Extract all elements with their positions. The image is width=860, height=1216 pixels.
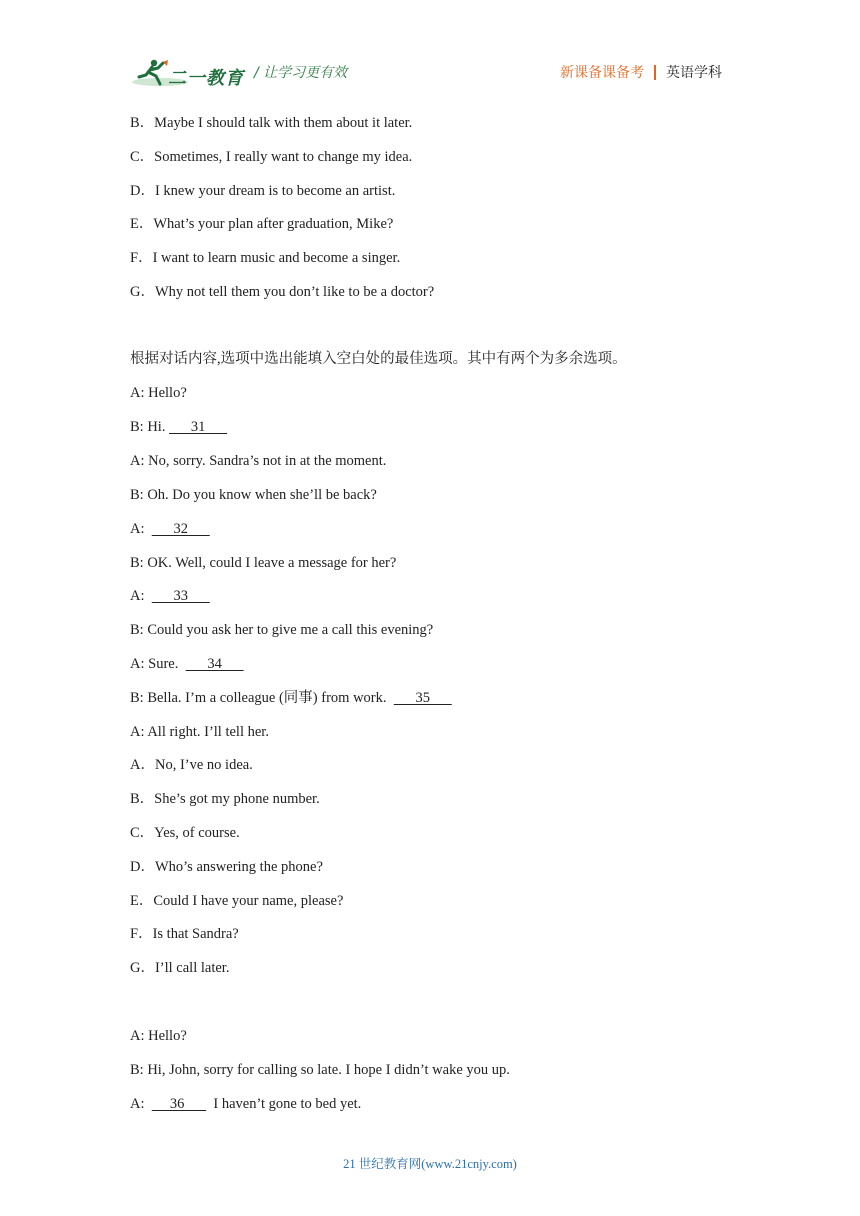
- option-item: E．Could I have your name, please?: [130, 893, 344, 909]
- dialogue-line: B: Hi. 31: [130, 419, 228, 435]
- answer-blank: 33: [151, 588, 210, 604]
- dialogue-line: B: OK. Well, could I leave a message for her?: [130, 555, 397, 571]
- option-item: D．Who’s answering the phone?: [130, 859, 323, 875]
- header-right: [560, 62, 722, 82]
- dialogue-line: A: Hello?: [130, 1028, 187, 1044]
- dialogue-line: A: 33: [130, 588, 210, 604]
- dialogue-line: A: 32: [130, 521, 210, 537]
- header-left-label: 新课备课备考: [560, 65, 644, 81]
- instruction-text: 根据对话内容,选项中选出能填入空白处的最佳选项。其中有两个为多余选项。: [130, 351, 627, 367]
- dialogue-line: A: All right. I’ll tell her.: [130, 724, 269, 740]
- option-item: G．I’ll call later.: [130, 960, 230, 976]
- answer-blank: 36: [151, 1096, 207, 1112]
- header-divider: [654, 65, 656, 80]
- answer-blank: 31: [169, 419, 228, 435]
- dialogue-line: A: Sure. 34: [130, 656, 244, 672]
- option-item: C．Sometimes, I really want to change my idea.: [130, 149, 413, 165]
- dialogue-line: A: Hello?: [130, 385, 187, 401]
- option-item: B．Maybe I should talk with them about it later.: [130, 115, 413, 131]
- option-item: A．No, I’ve no idea.: [130, 757, 253, 773]
- option-item: G．Why not tell them you don’t like to be a doctor?: [130, 284, 435, 300]
- option-item: E．What’s your plan after graduation, Mike?: [130, 216, 394, 232]
- dialogue-line: B: Hi, John, sorry for calling so late. I hope I didn’t wake you up.: [130, 1062, 510, 1078]
- dialogue-line: B: Bella. I’m a colleague (同事) from work. 35: [130, 690, 452, 706]
- logo-text: 二一教育: [168, 68, 244, 89]
- slogan: / 让学习更有效: [254, 65, 348, 81]
- footer-link[interactable]: 21 世纪教育网(www.21cnjy.com): [343, 1157, 517, 1171]
- answer-blank: 35: [393, 690, 452, 706]
- option-item: F．Is that Sandra?: [130, 926, 239, 942]
- dialogue-line: A: No, sorry. Sandra’s not in at the moment.: [130, 453, 387, 469]
- dialogue-line: B: Could you ask her to give me a call this evening?: [130, 622, 434, 638]
- answer-blank: 32: [151, 521, 210, 537]
- header-subject-label: 英语学科: [666, 65, 722, 81]
- option-item: C．Yes, of course.: [130, 825, 240, 841]
- answer-blank: 34: [185, 656, 244, 672]
- page-header: [0, 0, 860, 100]
- option-item: F．I want to learn music and become a singer.: [130, 250, 401, 266]
- option-item: B．She’s got my phone number.: [130, 791, 320, 807]
- dialogue-line: B: Oh. Do you know when she’ll be back?: [130, 487, 377, 503]
- option-item: D．I knew your dream is to become an artist.: [130, 183, 396, 199]
- dialogue-line: A: 36 I haven’t gone to bed yet.: [130, 1096, 362, 1112]
